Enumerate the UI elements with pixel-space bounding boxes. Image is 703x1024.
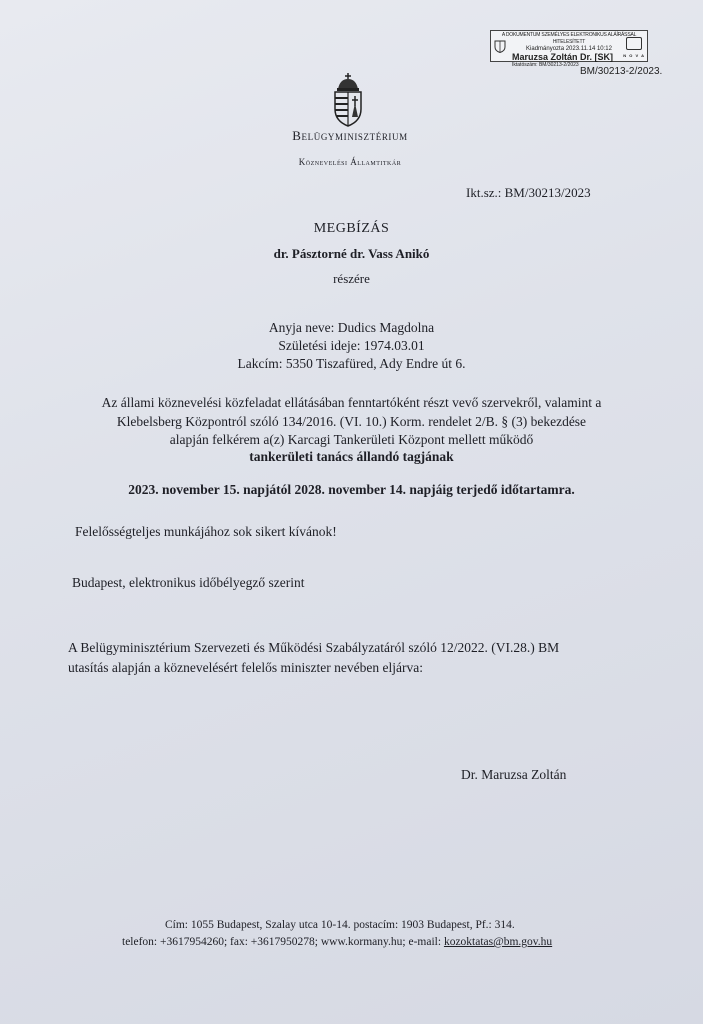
body-line-1: Az állami köznevelési közfeladat ellátásában fenntartóként részt vevő szervekről, valamint a xyxy=(101,395,602,410)
body-line-3: alapján felkérem a(z) Karcagi Tankerületi Központ mellett működő xyxy=(169,432,534,447)
secretariat-name: Köznevelési Államtitkár xyxy=(298,157,402,167)
footer-contact-text: telefon: +3617954260; fax: +3617950278; www.kormany.hu; e-mail: xyxy=(122,936,444,948)
authority-line-2: utasítás alapján a köznevelésért felelős miniszter nevében eljárva: xyxy=(68,660,423,675)
place-and-date: Budapest, elektronikus időbélyegző szerint xyxy=(72,575,305,590)
document-title: MEGBÍZÁS xyxy=(313,221,390,236)
hungarian-coat-of-arms-icon xyxy=(330,73,366,129)
mother-name: Anyja neve: Dudics Magdolna xyxy=(268,320,435,335)
ministry-name: Belügyminisztérium xyxy=(292,128,408,143)
electronic-signature-stamp xyxy=(490,30,648,68)
recipient-name: dr. Pásztorné dr. Vass Anikó xyxy=(273,246,430,261)
stamp-line1: A DOKUMENTUM SZEMÉLYES ELEKTRONIKUS ALÁÍRÁSSAL HITELESÍTETT xyxy=(501,32,637,45)
stamp-line4: Iktatószám: BM/30213-2/2023 xyxy=(512,62,579,68)
birth-date: Születési ideje: 1974.03.01 xyxy=(278,338,425,353)
stamp-line2: Kiadmányozta 2023.11.14 10:12 xyxy=(526,46,612,52)
monitor-icon xyxy=(626,37,642,50)
stamp-reference: BM/30213-2/2023. xyxy=(580,66,663,77)
stamp-nova: N O V A xyxy=(623,53,645,58)
recipient-suffix: részére xyxy=(333,271,370,286)
good-wishes: Felelősségteljes munkájához sok sikert kívánok! xyxy=(75,524,337,539)
signatory-name: Dr. Maruzsa Zoltán xyxy=(461,767,567,782)
registration-number: Ikt.sz.: BM/30213/2023 xyxy=(466,185,591,200)
stamp-signer: Maruzsa Zoltán Dr. [SK] xyxy=(512,52,614,62)
stamp-crest-icon xyxy=(494,39,506,53)
footer-contact xyxy=(122,936,552,948)
body-line-4: tankerületi tanács állandó tagjának xyxy=(249,449,454,464)
address: Lakcím: 5350 Tiszafüred, Ady Endre út 6. xyxy=(237,356,466,371)
validity-period: 2023. november 15. napjától 2028. november 14. napjáig terjedő időtartamra. xyxy=(128,482,575,497)
body-line-2: Klebelsberg Központról szóló 134/2016. (VI. 10.) Korm. rendelet 2/B. § (3) bekezdése xyxy=(116,414,587,429)
footer-address: Cím: 1055 Budapest, Szalay utca 10-14. postacím: 1903 Budapest, Pf.: 314. xyxy=(165,919,515,931)
authority-line-1: A Belügyminisztérium Szervezeti és Működési Szabályzatáról szóló 12/2022. (VI.28.) BM xyxy=(68,640,560,655)
footer-email-link[interactable]: kozoktatas@bm.gov.hu xyxy=(443,936,553,948)
